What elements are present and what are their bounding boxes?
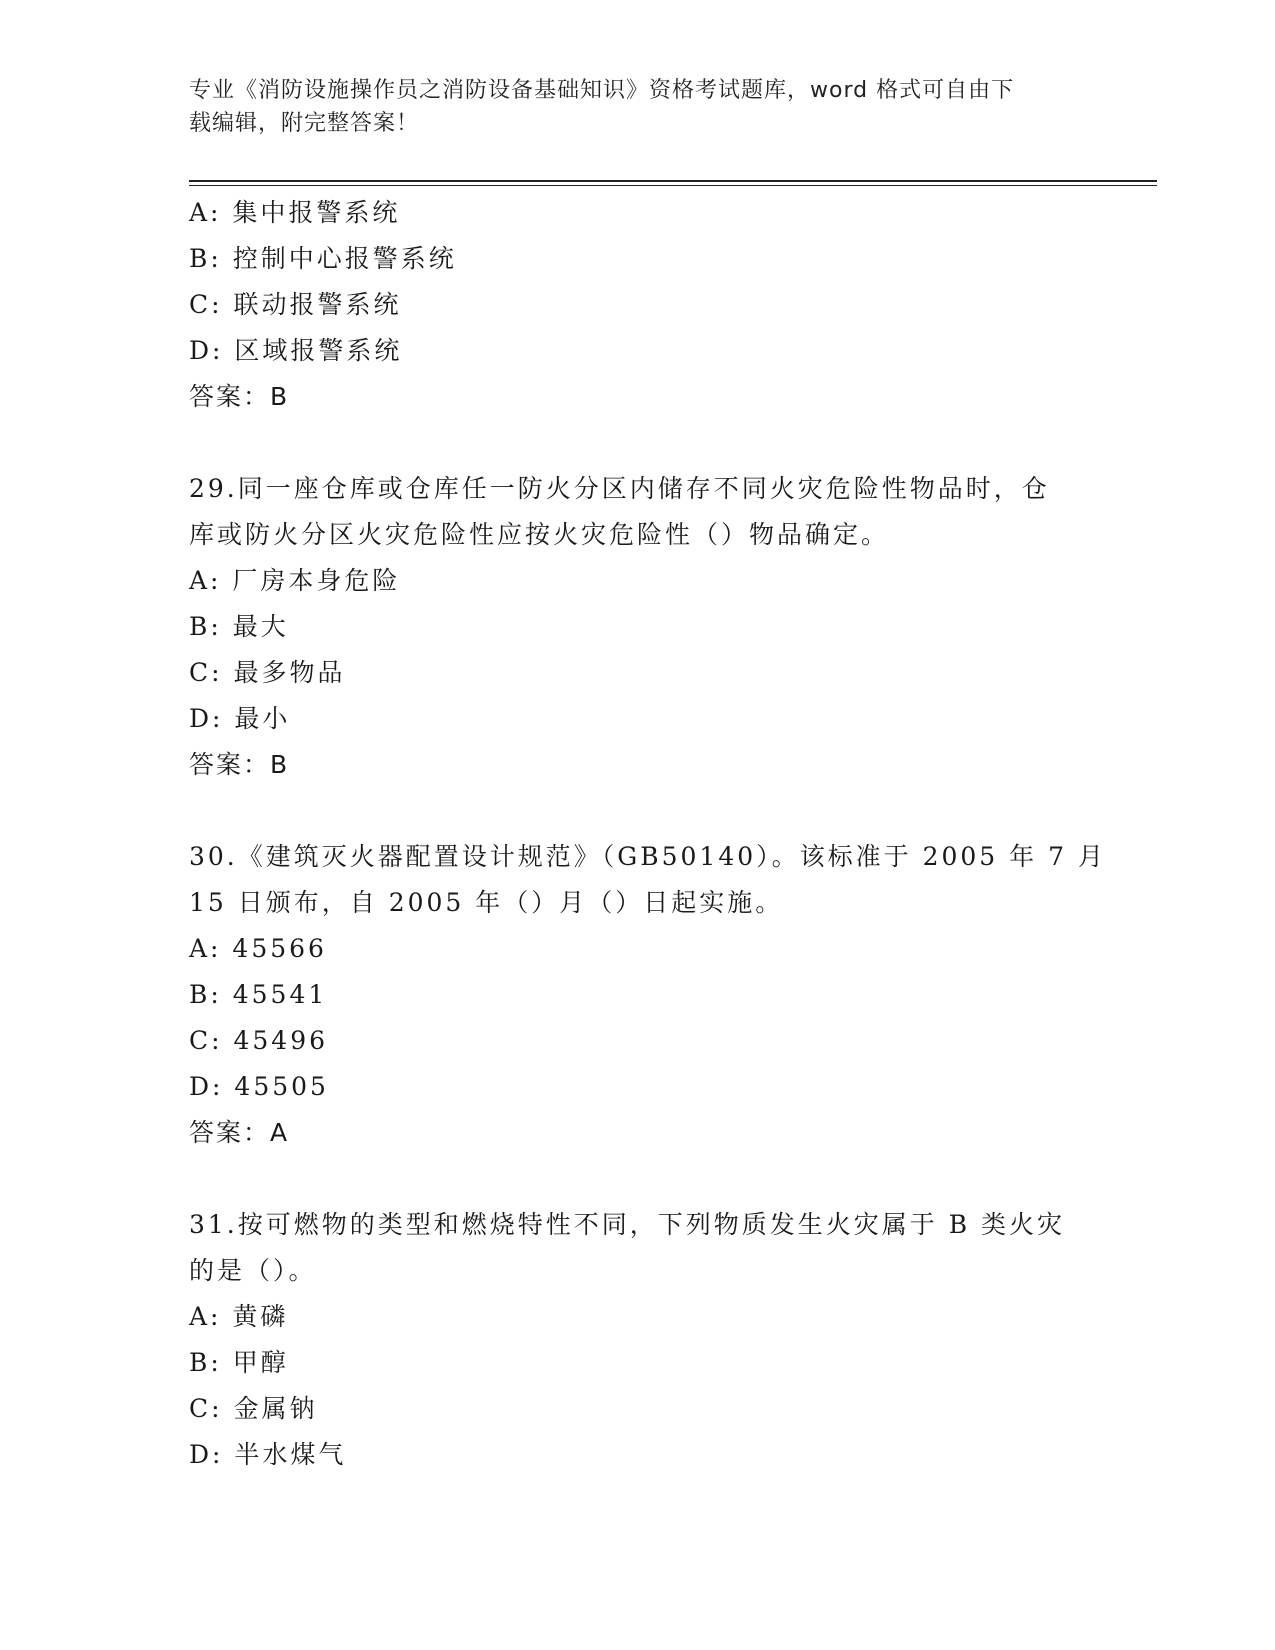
option-b: B: 甲醇 [189, 1348, 289, 1377]
option-a: A: 黄磷 [189, 1302, 289, 1331]
header-divider-thick [189, 180, 1157, 182]
option-b: B: 控制中心报警系统 [189, 244, 457, 273]
option-b: B: 45541 [189, 980, 328, 1009]
option-d: D: 45505 [189, 1072, 329, 1101]
question-text-line-2: 库或防火分区火灾危险性应按火灾危险性（）物品确定。 [189, 520, 890, 549]
option-d: D: 区域报警系统 [189, 336, 403, 365]
answer-line: 答案：B [189, 750, 290, 779]
option-b: B: 最大 [189, 612, 289, 641]
question-block-28 [189, 190, 1089, 420]
question-block-29 [189, 466, 1089, 788]
question-block-30 [189, 834, 1106, 1156]
answer-line: 答案：B [189, 382, 290, 411]
question-block-31 [189, 1202, 1089, 1478]
question-text-line-2: 15 日颁布，自 2005 年（）月（）日起实施。 [189, 888, 784, 917]
option-a: A: 厂房本身危险 [189, 566, 401, 595]
header-divider-thin [189, 185, 1157, 186]
option-a: A: 45566 [189, 934, 327, 963]
spacer [189, 1156, 1089, 1202]
question-list [189, 190, 1106, 1478]
option-c: C: 联动报警系统 [189, 290, 402, 319]
header-line-2: 载编辑，附完整答案！ [189, 111, 420, 136]
option-c: C: 最多物品 [189, 658, 346, 687]
answer-line: 答案：A [189, 1118, 290, 1147]
spacer [189, 420, 1089, 466]
spacer [189, 788, 1089, 834]
question-text-line-1: 30.《建筑灭火器配置设计规范》（GB50140）。该标准于 2005 年 7 月 [189, 842, 1106, 871]
document-header [189, 74, 1069, 140]
question-text-line-1: 29.同一座仓库或仓库任一防火分区内储存不同火灾危险性物品时，仓 [189, 474, 1050, 503]
header-line-1: 专业《消防设施操作员之消防设备基础知识》资格考试题库，word 格式可自由下 [189, 78, 1015, 103]
option-d: D: 半水煤气 [189, 1440, 347, 1469]
question-text-line-1: 31.按可燃物的类型和燃烧特性不同，下列物质发生火灾属于 B 类火灾 [189, 1210, 1066, 1239]
option-c: C: 45496 [189, 1026, 329, 1055]
question-text-line-2: 的是（）。 [189, 1256, 317, 1285]
option-d: D: 最小 [189, 704, 291, 733]
option-a: A: 集中报警系统 [189, 198, 401, 227]
option-c: C: 金属钠 [189, 1394, 318, 1423]
